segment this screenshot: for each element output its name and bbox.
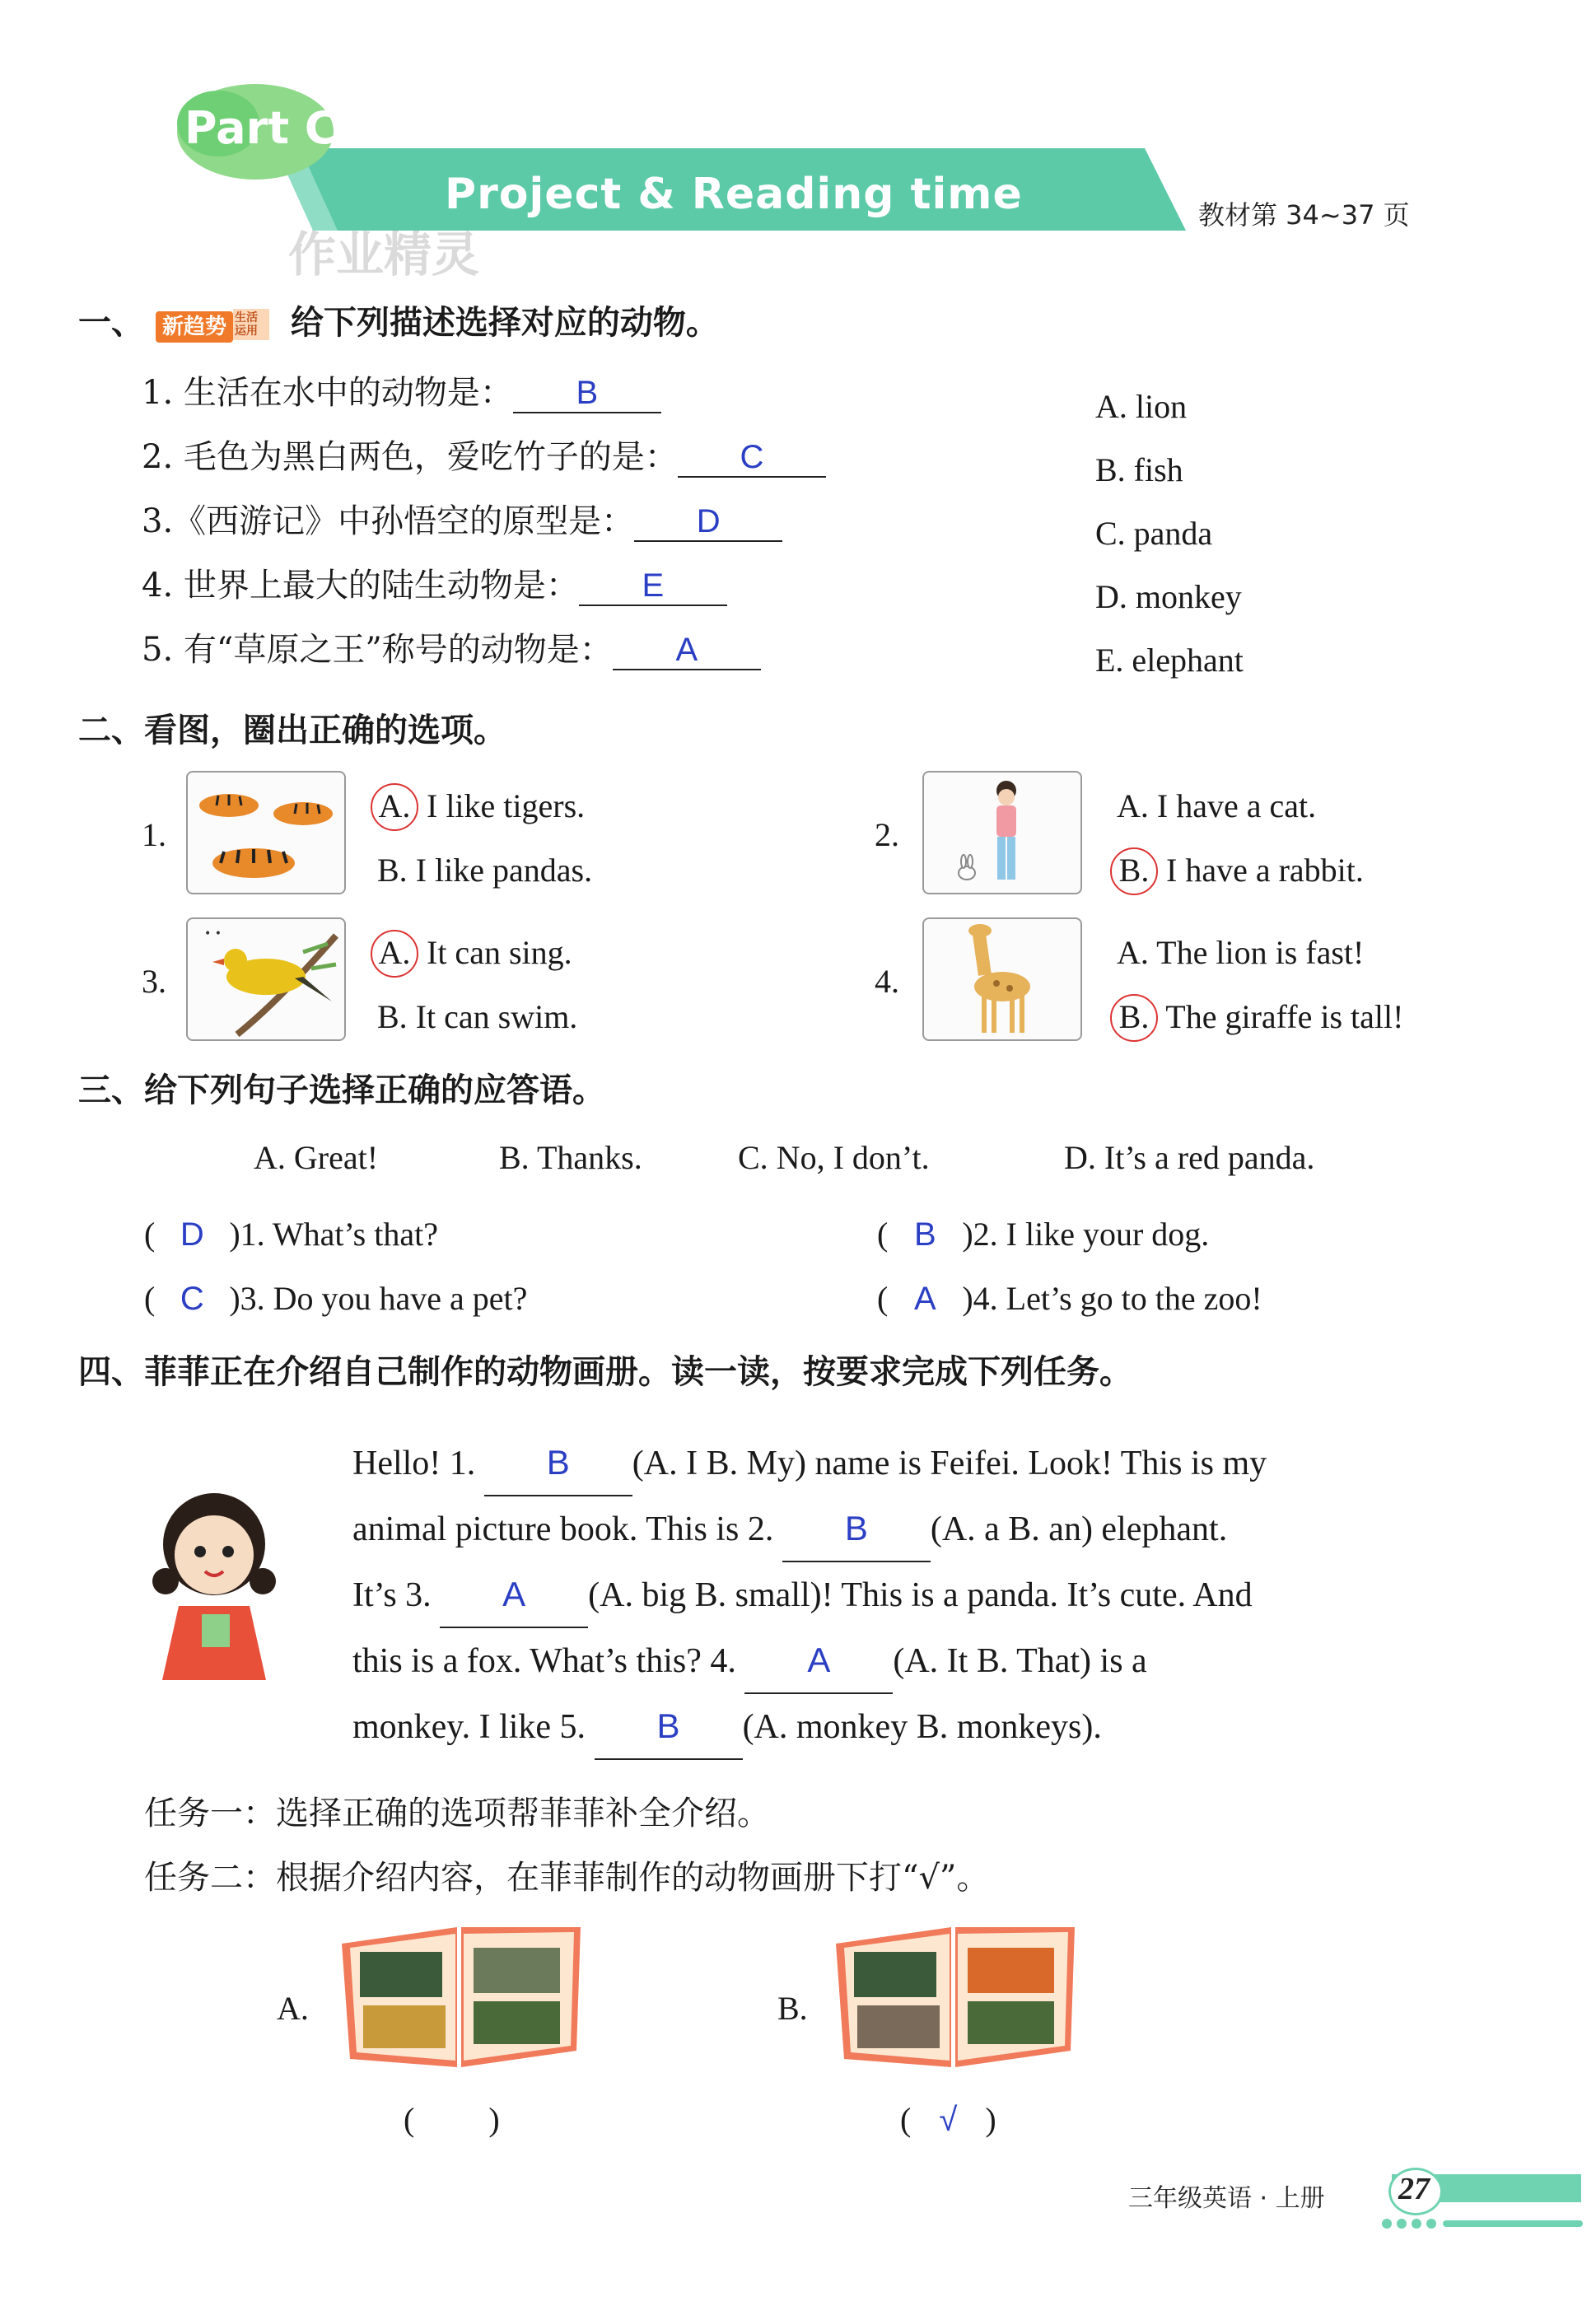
s3-option-d: D. It’s a red panda.	[1064, 1139, 1315, 1176]
textbook-pages: 教材第 34~37 页	[1198, 199, 1410, 231]
task2: 任务二：根据介绍内容，在菲菲制作的动物画册下打“√”。	[144, 1859, 990, 1897]
tigers-picture	[186, 771, 346, 894]
question-2	[142, 431, 826, 478]
s3-item3: ( C )3. Do you have a pet?	[144, 1280, 528, 1317]
s2-item1-b-text: I like pandas.	[415, 852, 593, 889]
question-4-text: 4. 世界上最大的陆生动物是：	[142, 567, 579, 605]
answer-blank-4[interactable]: E	[579, 567, 727, 606]
paren-open: (	[404, 2101, 415, 2138]
section4-number: 四、	[78, 1353, 144, 1391]
s3-answer-4[interactable]: A	[913, 1281, 936, 1317]
option-c: C. panda	[1095, 515, 1213, 552]
girl-icon	[136, 1482, 292, 1688]
passage-blank-4[interactable]: A	[744, 1628, 893, 1694]
passage-line-5	[352, 1694, 1448, 1760]
s3-option-a: A. Great!	[254, 1139, 379, 1176]
picture-book-icon	[828, 1911, 1083, 2075]
s3-answer-3[interactable]: C	[180, 1281, 204, 1317]
passage-text: Hello! 1.	[352, 1445, 476, 1482]
giraffe-picture	[922, 917, 1082, 1041]
section2-instruction: 看图，圈出正确的选项。	[144, 712, 506, 749]
s2-item2-options	[1117, 774, 1364, 903]
question-3-text: 3.《西游记》中孙悟空的原型是：	[142, 502, 635, 540]
s3-option-b: B. Thanks.	[499, 1139, 642, 1176]
s2-item2-b[interactable]	[1117, 838, 1364, 903]
passage-line-3	[352, 1562, 1448, 1628]
s3-question-1: )1. What’s that?	[229, 1216, 438, 1253]
s2-item2-number: 2.	[875, 816, 899, 853]
book-b-picture	[828, 1911, 1083, 2075]
question-3	[142, 495, 782, 542]
s2-item3-b-text: It can swim.	[415, 998, 578, 1035]
s3-option-c: C. No, I don’t.	[738, 1139, 930, 1176]
book-a-check[interactable]	[404, 2100, 500, 2139]
page-number: 27	[1398, 2172, 1430, 2206]
question-5	[142, 623, 761, 670]
section3-number: 三、	[78, 1071, 144, 1109]
s2-item4-a[interactable]	[1117, 921, 1403, 985]
option-d: D. monkey	[1095, 578, 1242, 615]
passage-text: (A. monkey B. monkeys).	[742, 1708, 1102, 1746]
passage-text: (A. a B. an) elephant.	[930, 1510, 1228, 1548]
question-1	[142, 366, 661, 413]
bird-icon	[188, 919, 344, 1039]
s2-item3-options	[377, 921, 577, 1049]
s3-answer-1[interactable]: D	[180, 1216, 204, 1253]
s2-item4-number: 4.	[875, 963, 899, 1000]
task1: 任务一：选择正确的选项帮菲菲补全介绍。	[144, 1795, 770, 1832]
section4-title	[78, 1346, 1132, 1393]
s3-question-3: )3. Do you have a pet?	[229, 1280, 528, 1317]
s2-item1-a-text: I like tigers.	[427, 787, 586, 824]
check-mark-b: √	[939, 2102, 958, 2138]
passage-line-1	[352, 1431, 1448, 1496]
s2-item1-b[interactable]	[377, 838, 592, 903]
passage-text: this is a fox. What’s this? 4.	[352, 1642, 736, 1680]
book-b-check[interactable]	[900, 2100, 996, 2139]
passage-blank-3[interactable]: A	[440, 1562, 588, 1628]
answer-blank-5[interactable]: A	[613, 632, 761, 670]
answer-blank-1[interactable]: B	[513, 375, 661, 413]
question-2-text: 2. 毛色为黑白两色，爱吃竹子的是：	[142, 438, 678, 476]
footer-dots	[1380, 2217, 1586, 2230]
passage-blank-1[interactable]: B	[484, 1431, 632, 1496]
section1-title	[78, 296, 719, 343]
passage-text: monkey. I like 5.	[352, 1708, 586, 1746]
s2-item1-number: 1.	[142, 816, 166, 853]
section2-number: 二、	[78, 712, 144, 749]
answer-blank-3[interactable]: D	[634, 503, 782, 542]
book-a-picture	[334, 1911, 589, 2075]
girl-rabbit-picture	[922, 771, 1082, 894]
s2-item3-b[interactable]	[377, 985, 577, 1049]
circled-a: A.	[371, 930, 418, 978]
s2-item4-a-text: The lion is fast!	[1156, 934, 1365, 971]
header-title: Project & Reading time	[445, 170, 1023, 219]
passage-line-2	[352, 1496, 1448, 1562]
question-5-text: 5. 有“草原之王”称号的动物是：	[142, 631, 613, 669]
passage-text: (A. I B. My) name is Feifei. Look! This is my	[632, 1445, 1267, 1482]
s3-item4: ( A )4. Let’s go to the zoo!	[877, 1280, 1262, 1317]
header-band	[0, 0, 1596, 282]
part-label: Part C	[184, 102, 338, 154]
passage-text: It’s 3.	[352, 1576, 432, 1614]
question-4	[142, 559, 727, 606]
s2-item2-a-text: I have a cat.	[1156, 787, 1317, 824]
section1-instruction: 给下列描述选择对应的动物。	[290, 304, 719, 342]
answer-blank-2[interactable]: C	[678, 439, 826, 478]
circled-b: B.	[1110, 847, 1158, 895]
s2-item1-a[interactable]	[377, 774, 592, 838]
s2-item4-options	[1117, 921, 1403, 1049]
s2-item2-a[interactable]	[1117, 774, 1364, 838]
s2-item2-b-text: I have a rabbit.	[1166, 852, 1364, 889]
svg-text:• •: • •	[204, 927, 222, 941]
passage-blank-5[interactable]: B	[595, 1694, 743, 1760]
giraffe-icon	[924, 919, 1080, 1039]
book-a-label: A.	[277, 1990, 309, 2027]
s3-question-4: )4. Let’s go to the zoo!	[962, 1280, 1262, 1317]
passage-text: animal picture book. This is 2.	[352, 1510, 774, 1548]
rabbit-icon	[924, 773, 1080, 893]
question-1-text: 1. 生活在水中的动物是：	[142, 374, 513, 412]
section1-badge-small: 生活运用	[233, 309, 269, 340]
tiger-icon	[188, 773, 344, 893]
section1-badge: 新趋势	[156, 311, 233, 343]
passage	[352, 1431, 1448, 1760]
section2-title	[78, 704, 506, 751]
feifei-illustration	[136, 1482, 292, 1688]
book-b-label: B.	[777, 1990, 808, 2027]
option-b: B. fish	[1095, 451, 1183, 488]
s2-item3-a-text: It can sing.	[427, 934, 572, 971]
option-e: E. elephant	[1095, 642, 1244, 679]
s2-item1-b-letter: B.	[377, 852, 408, 889]
section1-number: 一、	[78, 304, 144, 342]
section3-title	[78, 1064, 605, 1111]
watermark: 作业精灵	[288, 226, 480, 282]
s3-answer-2[interactable]: B	[913, 1216, 936, 1253]
paren-close: )	[488, 2101, 500, 2138]
footer-book-name: 三年级英语 · 上册	[1128, 2184, 1325, 2213]
section4-instruction: 菲菲正在介绍自己制作的动物画册。读一读，按要求完成下列任务。	[144, 1353, 1132, 1391]
s3-question-2: )2. I like your dog.	[962, 1216, 1210, 1253]
paren-close: )	[985, 2101, 996, 2138]
s2-item4-b[interactable]	[1117, 985, 1403, 1049]
option-a: A. lion	[1095, 388, 1188, 425]
dots-icon	[1380, 2217, 1586, 2230]
passage-line-4	[352, 1628, 1448, 1694]
circled-a: A.	[371, 783, 418, 831]
s2-item3-b-letter: B.	[377, 998, 408, 1035]
section3-instruction: 给下列句子选择正确的应答语。	[144, 1071, 605, 1109]
s2-item3-a[interactable]	[377, 921, 577, 985]
picture-book-icon	[334, 1911, 589, 2075]
s2-item4-b-text: The giraffe is tall!	[1165, 998, 1404, 1035]
passage-text: (A. It B. That) is a	[893, 1642, 1147, 1680]
passage-blank-2[interactable]: B	[782, 1496, 931, 1562]
s3-item2: ( B )2. I like your dog.	[877, 1216, 1210, 1253]
bird-picture	[186, 917, 346, 1041]
s2-item1-options	[377, 774, 592, 903]
s2-item2-a-letter: A.	[1117, 787, 1149, 824]
s2-item4-a-letter: A.	[1117, 934, 1149, 971]
circled-b: B.	[1110, 994, 1158, 1042]
section1-options	[1095, 375, 1244, 692]
passage-text: (A. big B. small)! This is a panda. It’s cute. And	[588, 1576, 1253, 1614]
s2-item3-number: 3.	[142, 963, 166, 1000]
paren-open: (	[900, 2101, 912, 2138]
s3-item1: ( D )1. What’s that?	[144, 1216, 438, 1253]
